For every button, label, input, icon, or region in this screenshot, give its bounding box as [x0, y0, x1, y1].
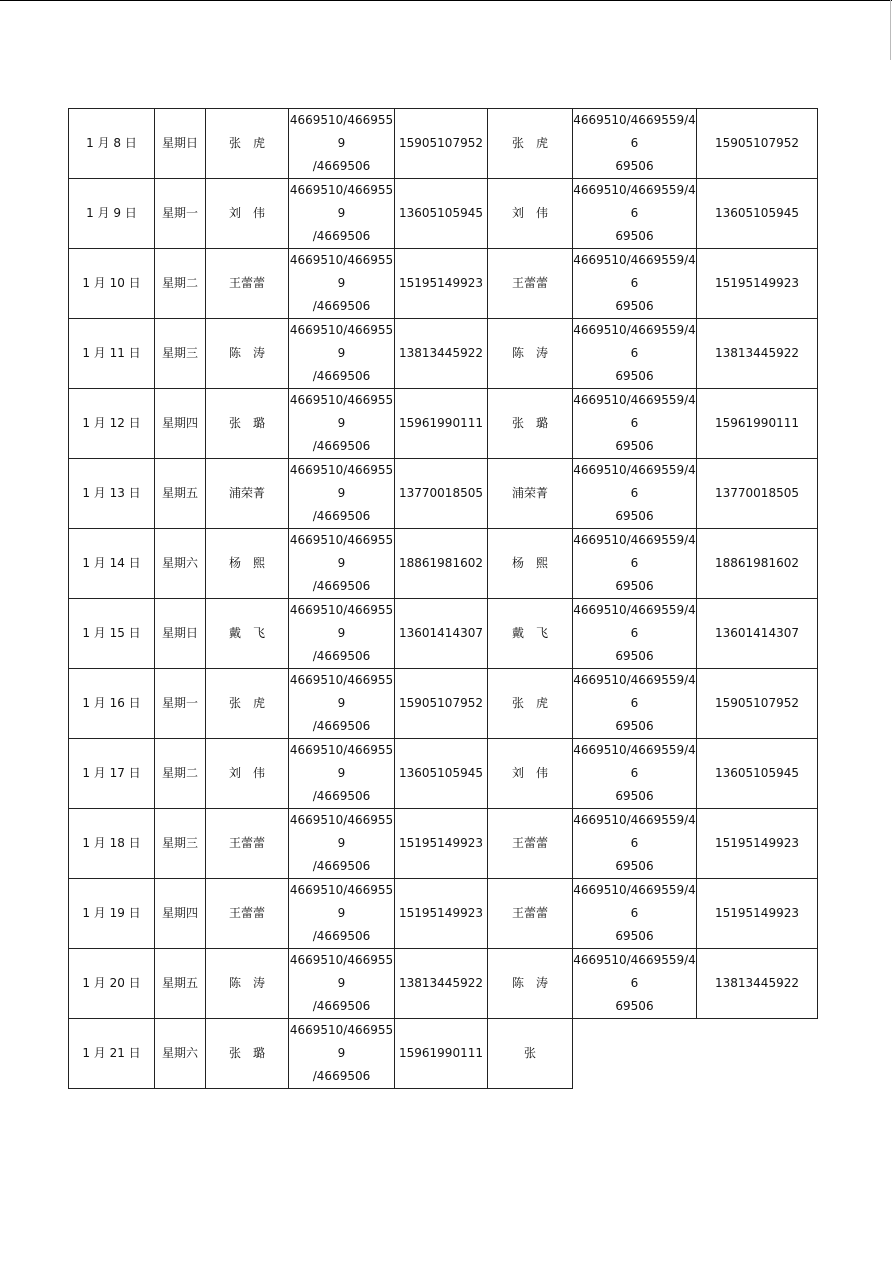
mobile-cell: 15905107952: [395, 109, 488, 179]
extension-cell-line: /4669506: [312, 719, 371, 733]
extension-cell-line: /4669506: [312, 999, 371, 1013]
extension-cell: [289, 109, 395, 179]
extension-cell-line: 4669510/4669559: [289, 813, 394, 850]
duty-name-2-cell: 张 璐: [488, 389, 573, 459]
mobile-2-cell: 15195149923: [697, 879, 818, 949]
table-row: [69, 1019, 818, 1089]
extension-2-cell: [573, 529, 697, 599]
extension-2-cell-line: 69506: [615, 229, 654, 243]
mobile-cell: 15905107952: [395, 669, 488, 739]
table-row: [69, 669, 818, 739]
extension-cell-line: 4669510/4669559: [289, 533, 394, 570]
extension-cell: [289, 1019, 395, 1089]
table-row: [69, 109, 818, 179]
date-cell: 1 月 10 日: [69, 249, 155, 319]
extension-cell: [289, 319, 395, 389]
extension-2-cell-line: 69506: [615, 649, 654, 663]
extension-2-cell-line: 4669510/4669559/46: [573, 673, 696, 710]
date-cell: 1 月 15 日: [69, 599, 155, 669]
date-cell: 1 月 18 日: [69, 809, 155, 879]
roster-body: [69, 109, 818, 1089]
extension-cell: [289, 809, 395, 879]
extension-cell-line: 4669510/4669559: [289, 603, 394, 640]
extension-2-cell-line: 4669510/4669559/46: [573, 883, 696, 920]
duty-name-2-cell: 张 虎: [488, 669, 573, 739]
extension-cell: [289, 669, 395, 739]
extension-2-cell: [573, 949, 697, 1019]
weekday-cell: 星期三: [155, 809, 206, 879]
mobile-2-cell: 15905107952: [697, 109, 818, 179]
extension-cell: [289, 459, 395, 529]
mobile-2-cell: 15195149923: [697, 809, 818, 879]
weekday-cell: 星期六: [155, 1019, 206, 1089]
extension-cell-line: 4669510/4669559: [289, 673, 394, 710]
duty-name-cell: 张 璐: [206, 389, 289, 459]
duty-name-2-cell: 刘 伟: [488, 179, 573, 249]
extension-2-cell-line: 69506: [615, 579, 654, 593]
mobile-2-cell: 15961990111: [697, 389, 818, 459]
extension-2-cell-line: 69506: [615, 789, 654, 803]
duty-name-cell: 杨 熙: [206, 529, 289, 599]
extension-2-cell-line: 4669510/4669559/46: [573, 953, 696, 990]
weekday-cell: 星期五: [155, 949, 206, 1019]
date-cell: 1 月 8 日: [69, 109, 155, 179]
extension-2-cell: [573, 739, 697, 809]
mobile-cell: 18861981602: [395, 529, 488, 599]
table-row: [69, 389, 818, 459]
mobile-2-cell: 13813445922: [697, 949, 818, 1019]
extension-cell-line: 4669510/4669559: [289, 743, 394, 780]
duty-name-cell: 张 虎: [206, 109, 289, 179]
extension-2-cell-line: 4669510/4669559/46: [573, 253, 696, 290]
table-row: [69, 739, 818, 809]
mobile-cell: 15961990111: [395, 1019, 488, 1089]
extension-cell-line: /4669506: [312, 369, 371, 383]
duty-name-cell: 张 虎: [206, 669, 289, 739]
mobile-cell: 13601414307: [395, 599, 488, 669]
extension-cell-line: /4669506: [312, 859, 371, 873]
duty-name-2-cell: 张: [488, 1019, 573, 1089]
extension-2-cell-line: 4669510/4669559/46: [573, 183, 696, 220]
mobile-2-cell: 13813445922: [697, 319, 818, 389]
mobile-2-cell: 13601414307: [697, 599, 818, 669]
extension-2-cell: [573, 669, 697, 739]
extension-cell: [289, 389, 395, 459]
mobile-cell: 13770018505: [395, 459, 488, 529]
mobile-cell: 13605105945: [395, 179, 488, 249]
mobile-cell: 15195149923: [395, 809, 488, 879]
extension-cell-line: 4669510/4669559: [289, 183, 394, 220]
empty-cell: [573, 1019, 697, 1089]
table-row: [69, 809, 818, 879]
mobile-cell: 15195149923: [395, 879, 488, 949]
duty-name-2-cell: 刘 伟: [488, 739, 573, 809]
extension-2-cell-line: 69506: [615, 439, 654, 453]
extension-cell-line: /4669506: [312, 229, 371, 243]
duty-name-cell: 戴 飞: [206, 599, 289, 669]
extension-cell-line: /4669506: [312, 649, 371, 663]
extension-cell-line: /4669506: [312, 789, 371, 803]
duty-name-2-cell: 王蕾蕾: [488, 249, 573, 319]
weekday-cell: 星期二: [155, 739, 206, 809]
extension-2-cell: [573, 109, 697, 179]
extension-cell: [289, 179, 395, 249]
weekday-cell: 星期一: [155, 179, 206, 249]
extension-cell-line: /4669506: [312, 509, 371, 523]
extension-cell: [289, 249, 395, 319]
extension-cell: [289, 739, 395, 809]
extension-2-cell-line: 69506: [615, 929, 654, 943]
date-cell: 1 月 14 日: [69, 529, 155, 599]
mobile-2-cell: 13605105945: [697, 179, 818, 249]
extension-cell-line: 4669510/4669559: [289, 393, 394, 430]
extension-cell: [289, 879, 395, 949]
table-row: [69, 179, 818, 249]
extension-2-cell-line: 69506: [615, 369, 654, 383]
mobile-2-cell: 15905107952: [697, 669, 818, 739]
extension-cell-line: 4669510/4669559: [289, 953, 394, 990]
page-top-rule: [0, 0, 892, 1]
extension-cell-line: 4669510/4669559: [289, 1023, 394, 1060]
extension-2-cell: [573, 389, 697, 459]
extension-2-cell-line: 4669510/4669559/46: [573, 533, 696, 570]
extension-cell-line: 4669510/4669559: [289, 113, 394, 150]
weekday-cell: 星期日: [155, 599, 206, 669]
extension-cell-line: /4669506: [312, 439, 371, 453]
duty-roster-table: [68, 108, 818, 1089]
weekday-cell: 星期五: [155, 459, 206, 529]
table-row: [69, 249, 818, 319]
date-cell: 1 月 21 日: [69, 1019, 155, 1089]
duty-name-cell: 刘 伟: [206, 179, 289, 249]
extension-cell-line: /4669506: [312, 1069, 371, 1083]
extension-2-cell: [573, 459, 697, 529]
weekday-cell: 星期日: [155, 109, 206, 179]
table-row: [69, 599, 818, 669]
extension-2-cell-line: 69506: [615, 999, 654, 1013]
extension-2-cell-line: 69506: [615, 859, 654, 873]
extension-cell-line: /4669506: [312, 159, 371, 173]
table-row: [69, 529, 818, 599]
extension-cell: [289, 529, 395, 599]
date-cell: 1 月 20 日: [69, 949, 155, 1019]
extension-2-cell-line: 69506: [615, 719, 654, 733]
date-cell: 1 月 19 日: [69, 879, 155, 949]
weekday-cell: 星期三: [155, 319, 206, 389]
mobile-cell: 13605105945: [395, 739, 488, 809]
extension-2-cell-line: 4669510/4669559/46: [573, 463, 696, 500]
extension-cell-line: 4669510/4669559: [289, 323, 394, 360]
extension-2-cell-line: 4669510/4669559/46: [573, 393, 696, 430]
duty-name-cell: 陈 涛: [206, 949, 289, 1019]
table-row: [69, 949, 818, 1019]
extension-2-cell-line: 4669510/4669559/46: [573, 813, 696, 850]
extension-cell-line: 4669510/4669559: [289, 883, 394, 920]
duty-name-2-cell: 杨 熙: [488, 529, 573, 599]
date-cell: 1 月 13 日: [69, 459, 155, 529]
extension-2-cell-line: 4669510/4669559/46: [573, 113, 696, 150]
date-cell: 1 月 9 日: [69, 179, 155, 249]
duty-name-cell: 陈 涛: [206, 319, 289, 389]
weekday-cell: 星期一: [155, 669, 206, 739]
extension-2-cell-line: 69506: [615, 159, 654, 173]
date-cell: 1 月 17 日: [69, 739, 155, 809]
mobile-cell: 13813445922: [395, 949, 488, 1019]
extension-cell: [289, 599, 395, 669]
extension-2-cell: [573, 809, 697, 879]
extension-cell: [289, 949, 395, 1019]
extension-cell-line: /4669506: [312, 299, 371, 313]
table-row: [69, 319, 818, 389]
duty-name-2-cell: 陈 涛: [488, 949, 573, 1019]
extension-2-cell-line: 4669510/4669559/46: [573, 743, 696, 780]
duty-name-cell: 张 璐: [206, 1019, 289, 1089]
duty-name-2-cell: 王蕾蕾: [488, 879, 573, 949]
extension-2-cell: [573, 249, 697, 319]
empty-cell: [697, 1019, 818, 1089]
extension-cell-line: /4669506: [312, 929, 371, 943]
page-right-rule: [890, 0, 891, 60]
mobile-cell: 13813445922: [395, 319, 488, 389]
extension-2-cell-line: 69506: [615, 299, 654, 313]
weekday-cell: 星期四: [155, 389, 206, 459]
duty-name-2-cell: 王蕾蕾: [488, 809, 573, 879]
duty-name-cell: 王蕾蕾: [206, 879, 289, 949]
mobile-cell: 15195149923: [395, 249, 488, 319]
weekday-cell: 星期六: [155, 529, 206, 599]
extension-2-cell: [573, 179, 697, 249]
date-cell: 1 月 11 日: [69, 319, 155, 389]
extension-2-cell: [573, 599, 697, 669]
duty-name-2-cell: 浦荣菁: [488, 459, 573, 529]
weekday-cell: 星期二: [155, 249, 206, 319]
mobile-2-cell: 13770018505: [697, 459, 818, 529]
extension-2-cell-line: 4669510/4669559/46: [573, 603, 696, 640]
duty-name-cell: 王蕾蕾: [206, 809, 289, 879]
table-row: [69, 459, 818, 529]
date-cell: 1 月 12 日: [69, 389, 155, 459]
extension-2-cell-line: 4669510/4669559/46: [573, 323, 696, 360]
mobile-2-cell: 13605105945: [697, 739, 818, 809]
mobile-cell: 15961990111: [395, 389, 488, 459]
extension-cell-line: /4669506: [312, 579, 371, 593]
duty-name-cell: 王蕾蕾: [206, 249, 289, 319]
weekday-cell: 星期四: [155, 879, 206, 949]
mobile-2-cell: 15195149923: [697, 249, 818, 319]
table-row: [69, 879, 818, 949]
extension-2-cell: [573, 879, 697, 949]
extension-2-cell-line: 69506: [615, 509, 654, 523]
duty-name-2-cell: 戴 飞: [488, 599, 573, 669]
mobile-2-cell: 18861981602: [697, 529, 818, 599]
extension-cell-line: 4669510/4669559: [289, 253, 394, 290]
extension-2-cell: [573, 319, 697, 389]
duty-name-cell: 浦荣菁: [206, 459, 289, 529]
duty-name-2-cell: 陈 涛: [488, 319, 573, 389]
duty-name-2-cell: 张 虎: [488, 109, 573, 179]
extension-cell-line: 4669510/4669559: [289, 463, 394, 500]
date-cell: 1 月 16 日: [69, 669, 155, 739]
duty-name-cell: 刘 伟: [206, 739, 289, 809]
